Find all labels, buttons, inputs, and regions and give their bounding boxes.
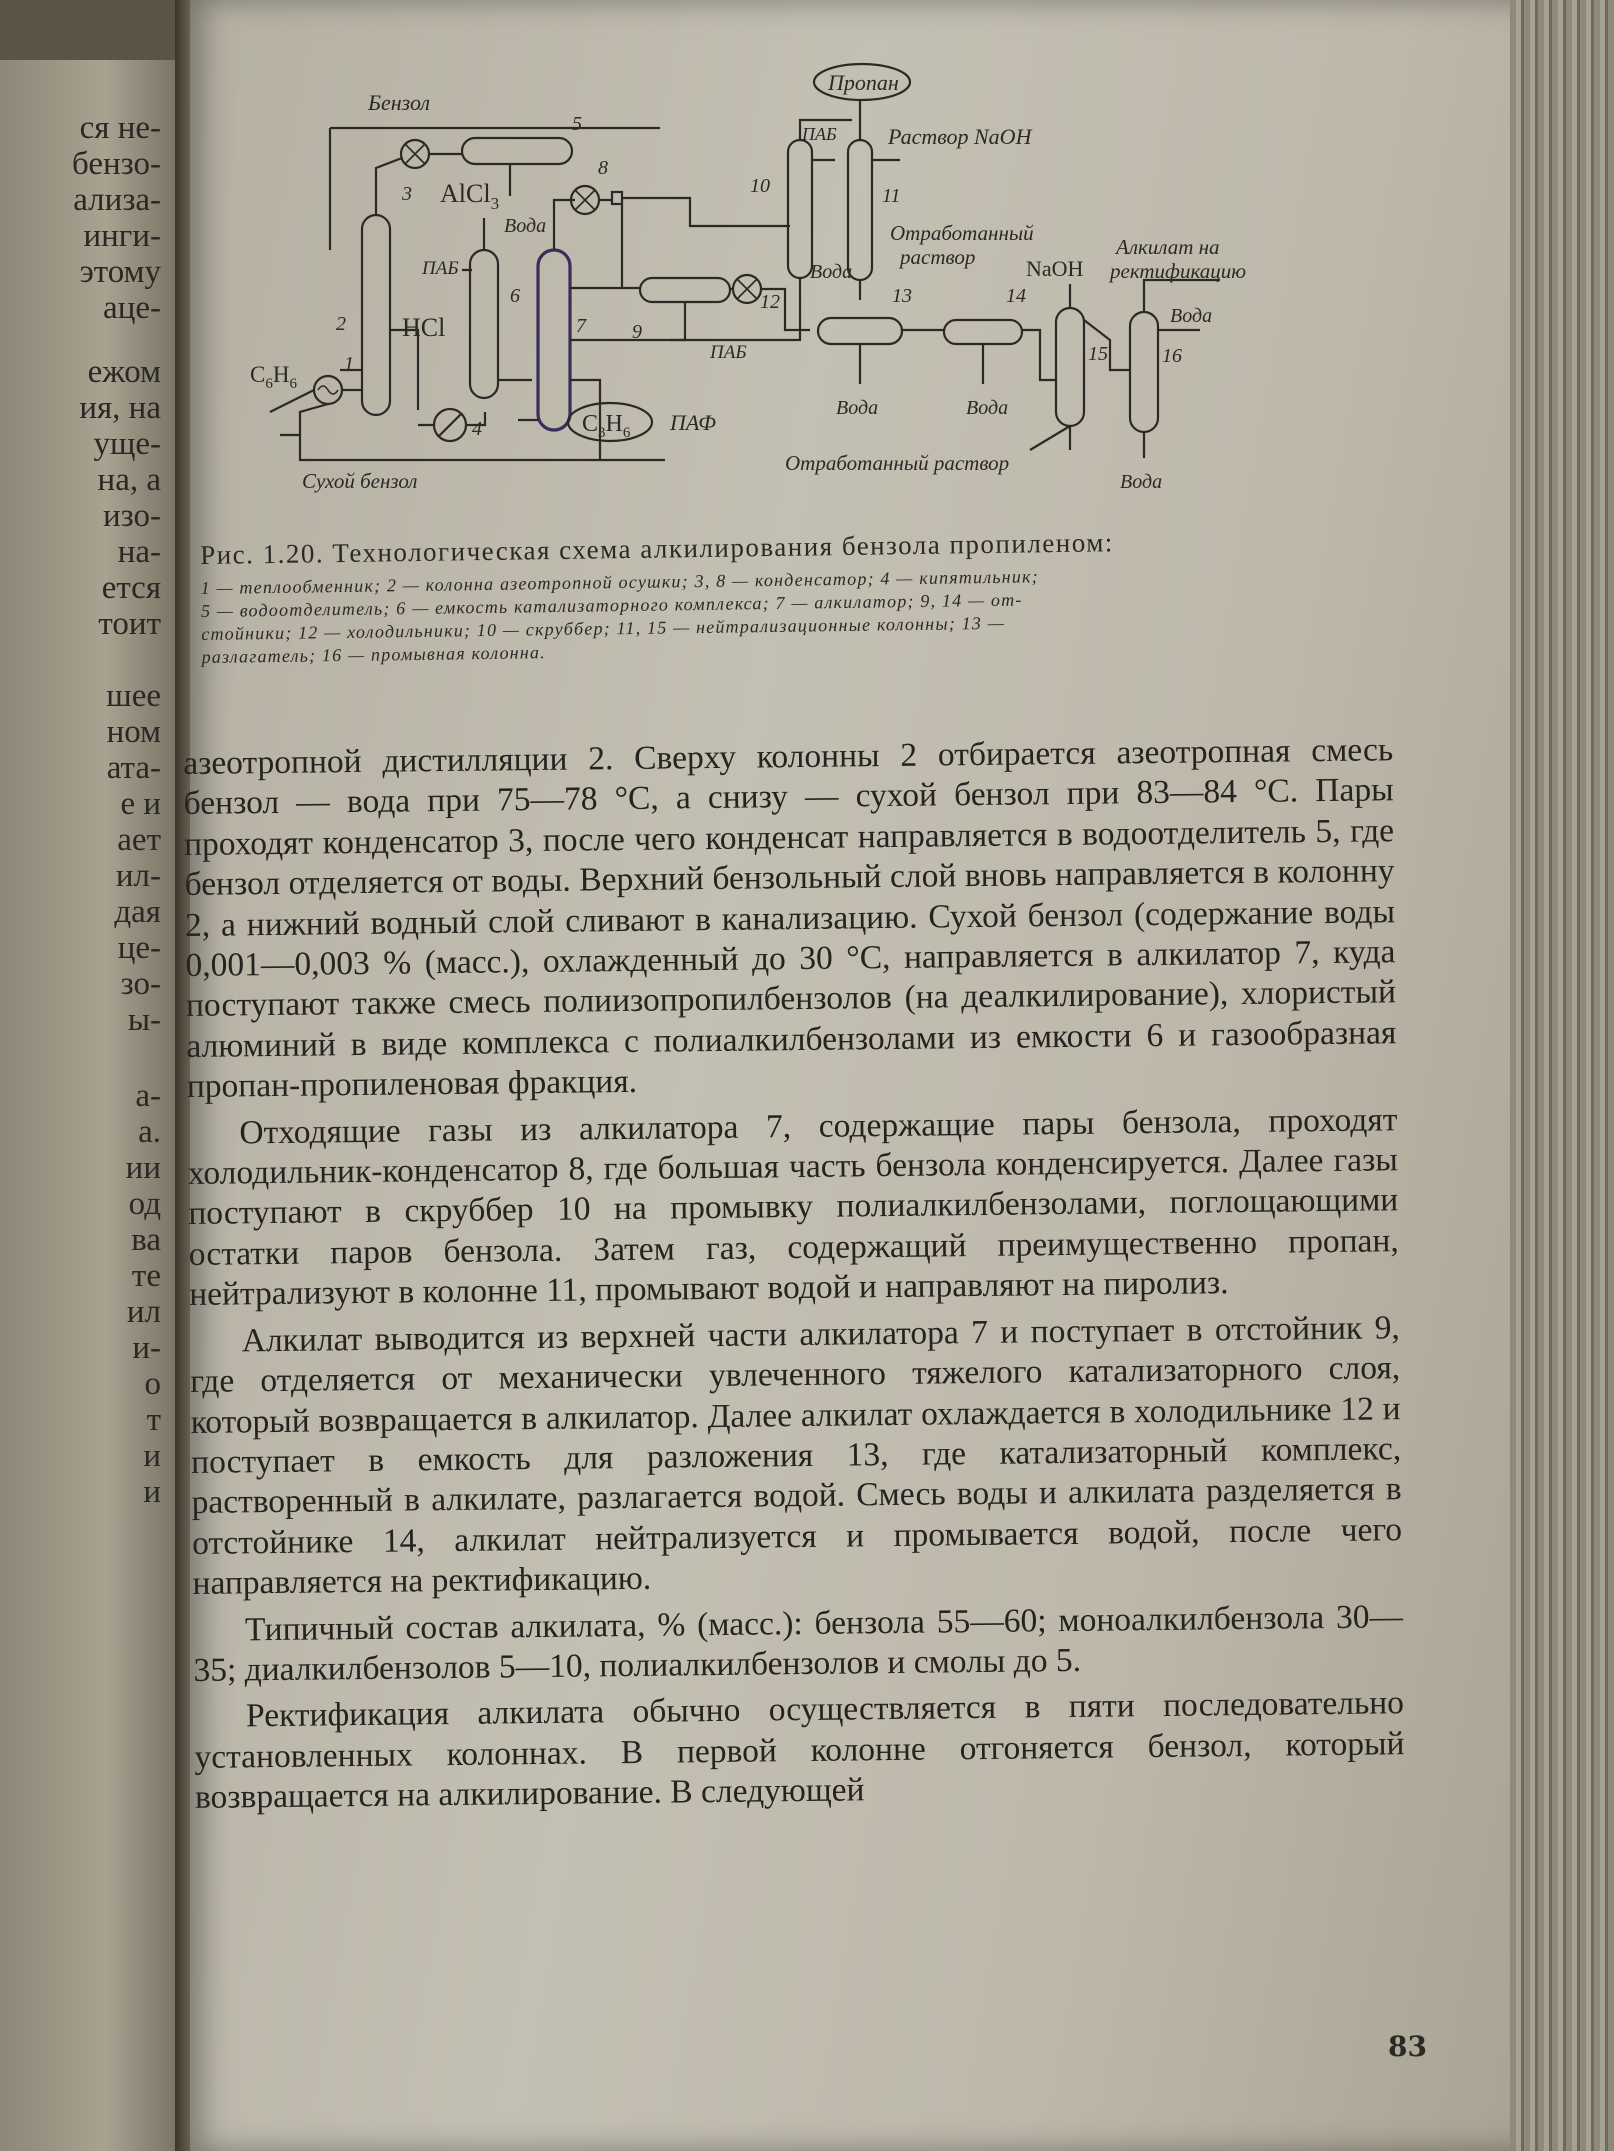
left-page-fragment: изо-: [103, 498, 161, 534]
neutralization-column-15: [1056, 308, 1084, 426]
paragraph: Типичный состав алкилата, % (масс.): бензола 55—60; моноалкилбензола 30—35; диалкилбензолов 5—10, полиалкилбензолов и смолы до 5.: [193, 1597, 1404, 1689]
left-page-fragment: од: [128, 1186, 161, 1222]
label-spent-solution-2: раствор: [900, 245, 976, 269]
left-page-fragment: а.: [138, 1114, 161, 1150]
left-page-fragment: тоит: [98, 606, 161, 642]
number-8: 8: [598, 157, 608, 179]
left-page-fragment: ном: [106, 714, 161, 750]
left-page-fragment: ежом: [87, 354, 161, 390]
cooler-12-cross: [737, 279, 757, 299]
benzene-line: [330, 128, 660, 250]
left-page-fragment: це-: [117, 930, 161, 966]
left-page-fragment: ата-: [106, 750, 161, 786]
left-page-fragment: инги-: [83, 218, 161, 254]
left-page-fragment: ы-: [127, 1002, 161, 1038]
left-page-fragment: ется: [101, 570, 161, 606]
number-3: 3: [402, 183, 412, 205]
caption-legend: [201, 561, 1382, 669]
left-page-fragment: дая: [114, 894, 161, 930]
number-2: 2: [336, 313, 346, 335]
number-14: 14: [1006, 285, 1026, 307]
neutralization-column-11: [848, 140, 872, 280]
legend-line: 5 — водоотделитель; 6 — емкость катализаторного комплекса; 7 — алкилатор; 9, 14 — от-: [200, 589, 1023, 621]
label-propane: Пропан: [828, 70, 899, 95]
body-text: [183, 730, 1405, 1824]
label-hcl: HCl: [402, 313, 446, 342]
left-page-fragment: а-: [135, 1078, 161, 1114]
process-diagram: [240, 40, 1390, 510]
left-page-fragment: ия, на: [79, 390, 161, 426]
paragraph: Ректификация алкилата обычно осуществляется в пяти последовательно установленных колоннах. В первой колонне отгоняется бензол, который возвращается на алкилирование. В следующей: [194, 1684, 1405, 1817]
left-page: [0, 60, 175, 2151]
label-spent-solution-bottom: Отработанный раствор: [785, 451, 1010, 475]
condenser-3-cross: [405, 144, 425, 164]
number-9: 9: [632, 321, 642, 343]
legend-line: разлагатель; 16 — промывная колонна.: [201, 642, 547, 667]
left-page-fragment: на-: [117, 534, 161, 570]
left-page-fragment: ил-: [115, 858, 161, 894]
left-page-fragment: те: [131, 1258, 161, 1294]
settler-14: [944, 320, 1022, 344]
label-water-2: Вода: [810, 261, 853, 283]
left-page-fragment: ализа-: [73, 182, 161, 218]
number-11: 11: [882, 185, 901, 207]
number-4: 4: [472, 418, 482, 440]
label-pab-1: ПАБ: [422, 258, 459, 279]
number-16: 16: [1162, 345, 1182, 367]
left-page-fragment: и-: [132, 1330, 161, 1366]
wash-column-16: [1130, 312, 1158, 432]
condenser-8-cross: [575, 190, 595, 210]
label-naoh: NaOH: [1026, 256, 1084, 281]
label-c6h6: $C_6H_6$: [250, 362, 297, 392]
label-water-3: Вода: [836, 397, 879, 419]
label-water-1: Вода: [504, 215, 547, 237]
number-12: 12: [760, 291, 780, 313]
junction-8: [612, 192, 622, 204]
left-page-fragment: этому: [79, 254, 161, 290]
left-page-fragment: бензо-: [72, 146, 161, 182]
label-paf: ПАФ: [670, 410, 716, 435]
label-pab-2: ПАБ: [802, 124, 837, 144]
label-benzene: Бензол: [368, 90, 430, 115]
left-page-fragment: уще-: [93, 426, 161, 462]
label-alcl3: AlCl$_3$: [440, 179, 500, 213]
number-7: 7: [576, 315, 586, 337]
left-page-fragment: ся не-: [79, 110, 161, 146]
label-spent-solution-1: Отработанный: [890, 221, 1034, 245]
number-6: 6: [510, 285, 520, 307]
paragraph: Алкилат выводится из верхней части алкилатора 7 и поступает в отстойник 9, где отделяется от механически увлеченного тяжелого катализаторного слоя, который возвращается в алкилатор. Далее алкилат охлаждается в холодильнике 12 и поступает в емкость для разложения 13, где катализаторный комплекс, растворенный в алкилате, разлагается водой. Смесь воды и алкилата разделяется в отстойнике 14, алкилат нейтрализуется и промывается водой, после чего направляется на ректификацию.: [190, 1308, 1403, 1603]
settler-9-lines: [570, 288, 685, 340]
left-page-fragment: ва: [131, 1222, 161, 1258]
paragraph: азеотропной дистилляции 2. Сверху колонны 2 отбирается азеотропная смесь бензол — вода при 75—78 °С, а снизу — сухой бензол при 83—84 °С. Пары проходят конденсатор 3, после чего конденсат направляется в водоотделитель 5, где бензол отделяется от воды. Верхний бензольный слой вновь направляется в колонну 2, а нижний водный слой сливают в канализацию. Сухой бензол (содержание воды 0,001—0,003 % (масс.), охлажденный до 30 °С, направляется в алкилатор 7, куда поступают также смесь полиизопропилбензолов (на деалкилирование), хлористый алюминий в виде комплекса с полиалкилбензолами из емкости 6 и газообразная пропан-пропиленовая фракция.: [183, 731, 1397, 1106]
label-c3h6: $C_3H_6$: [582, 411, 631, 441]
label-water-6: Вода: [1120, 471, 1163, 493]
water-separator-5: [462, 138, 572, 164]
left-page-fragment: ает: [117, 822, 161, 858]
left-page-fragment: и: [143, 1474, 161, 1510]
left-page-fragment: шее: [106, 678, 161, 714]
label-water-4: Вода: [966, 397, 1009, 419]
number-1: 1: [344, 353, 354, 375]
left-page-fragment: аце-: [103, 290, 161, 326]
left-page-fragment: т: [146, 1402, 161, 1438]
decomposer-13-lines: [860, 330, 944, 384]
paragraph: Отходящие газы из алкилатора 7, содержащие пары бензола, проходят холодильник-конденсатор 8, где большая часть бензола конденсируется. Далее газы поступают в скруббер 10 на промывку полиалкилбензолами, поглощающими остатки паров бензола. Затем газ, содержащий преимущественно пропан, нейтрализуют в колонне 11, промывают водой и направляют на пиролиз.: [187, 1100, 1399, 1314]
decomposer-13: [818, 318, 902, 344]
legend-line: 1 — теплообменник; 2 — колонна азеотропной осушки; 3, 8 — конденсатор; 4 — кипятильник;: [200, 566, 1039, 598]
settler-9: [640, 278, 730, 302]
legend-line: стойники; 12 — холодильники; 10 — скруббер; 11, 15 — нейтрализационные колонны; 13 —: [201, 612, 1006, 644]
label-alkylate-2: ректификацию: [1110, 259, 1247, 283]
left-page-fragment: ил: [126, 1294, 161, 1330]
label-pab-3: ПАБ: [710, 342, 747, 363]
left-page-fragment: о: [144, 1366, 161, 1402]
left-page-fragment: е и: [120, 786, 161, 822]
number-5: 5: [572, 113, 582, 135]
page-number: 83: [1388, 2030, 1427, 2063]
left-page-fragment: ии: [125, 1150, 161, 1186]
left-page-fragment: зо-: [120, 966, 161, 1002]
label-dry-benzene: Сухой бензол: [302, 469, 418, 493]
label-naoh-solution: Раствор NaOH: [888, 124, 1032, 149]
page-edges: [1510, 0, 1614, 2151]
number-10: 10: [750, 175, 770, 197]
number-15: 15: [1088, 343, 1108, 365]
column-15-lines: [1030, 284, 1130, 450]
scrubber-10: [788, 140, 812, 278]
heat-exchanger-1-coil: [318, 386, 338, 394]
left-page-fragment: на, а: [97, 462, 161, 498]
number-13: 13: [892, 285, 912, 307]
label-water-5: Вода: [1170, 305, 1213, 327]
azeotropic-column-2: [362, 215, 390, 415]
catalyst-vessel-6: [470, 250, 498, 398]
left-page-fragment: и: [143, 1438, 161, 1474]
gas-line-8-10: [599, 198, 790, 288]
alkylator-7: [538, 250, 570, 430]
figure-caption: [200, 524, 1382, 669]
label-alkylate-1: Алкилат на: [1116, 235, 1220, 259]
caption-title: Рис. 1.20. Технологическая схема алкилирования бензола пропиленом:: [200, 527, 1115, 570]
